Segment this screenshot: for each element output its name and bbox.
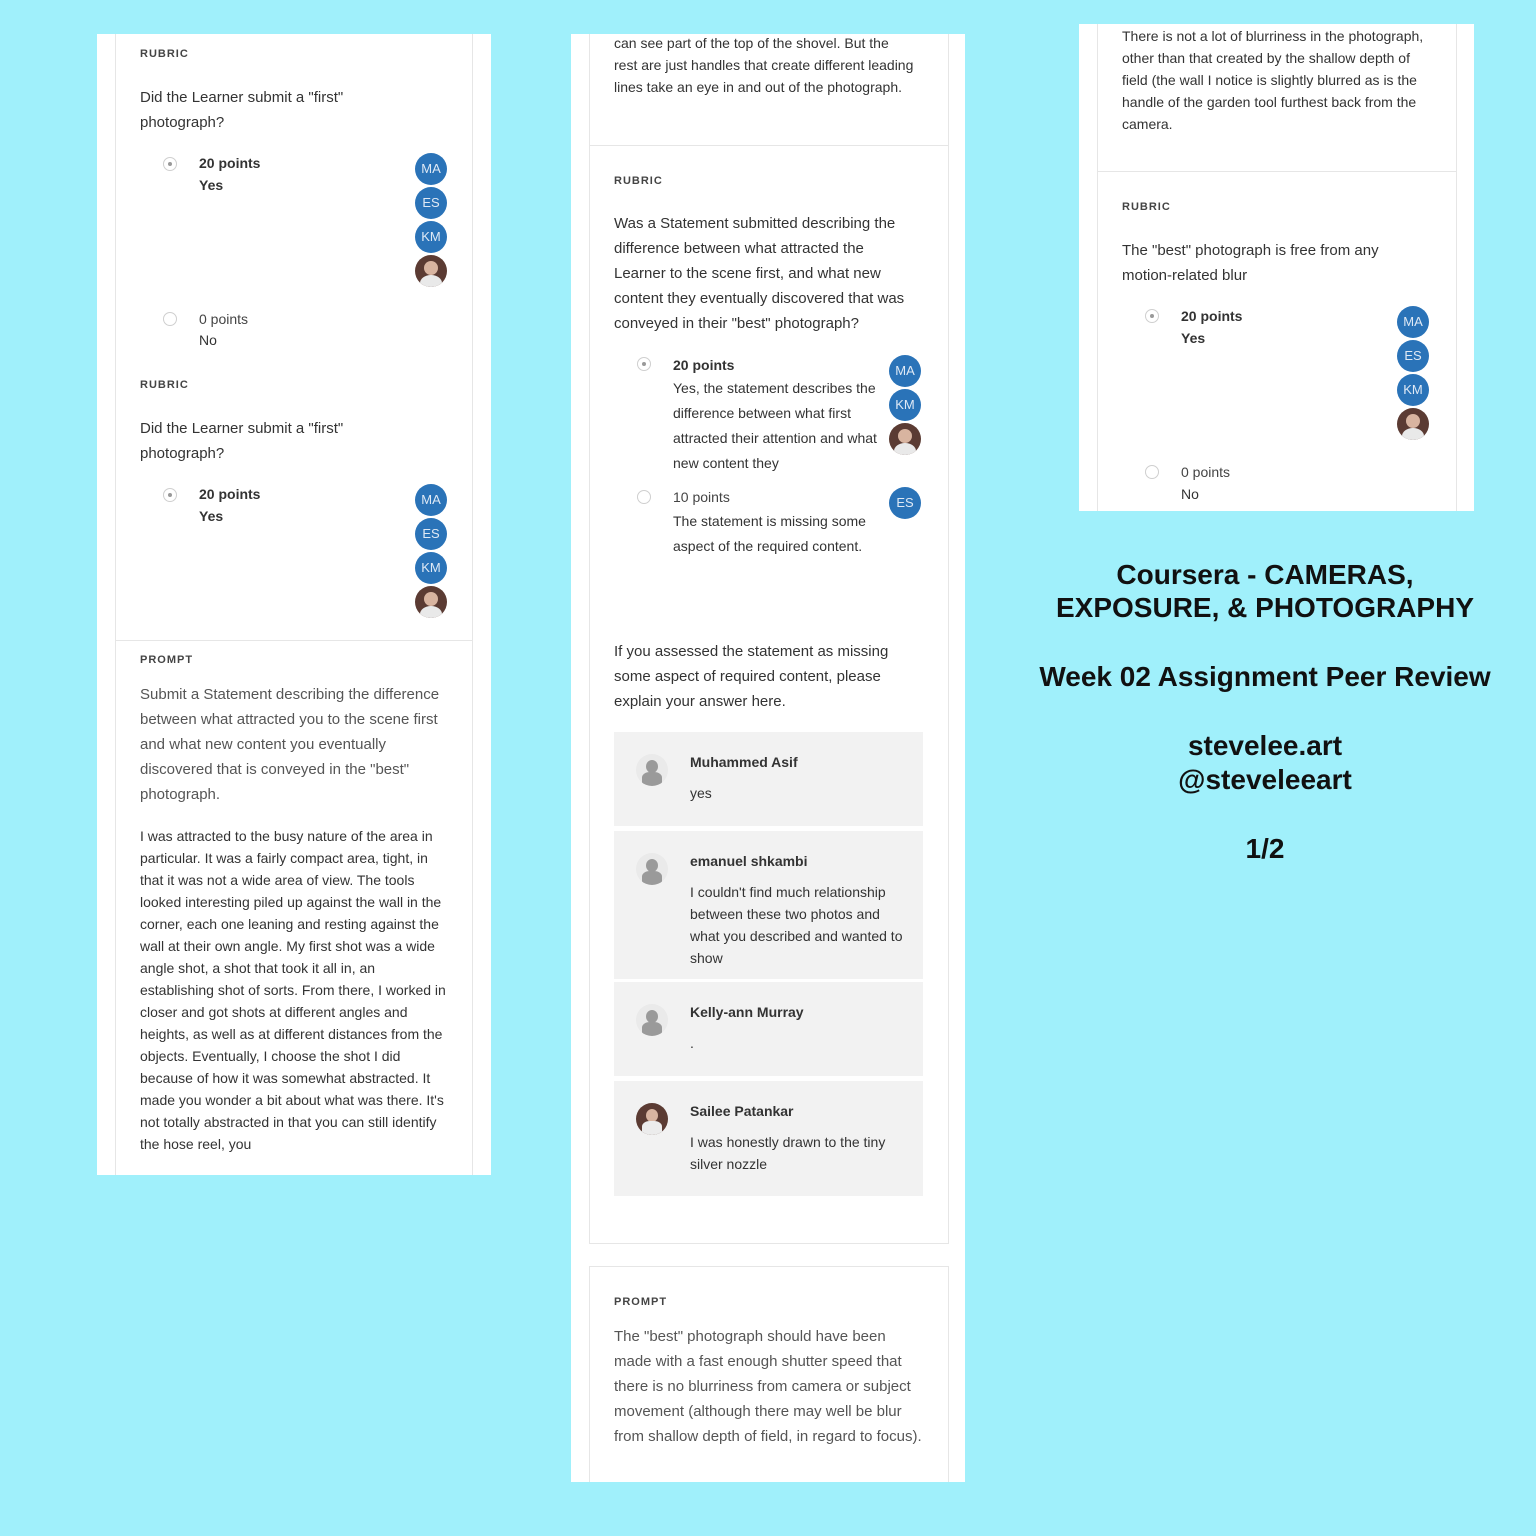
- radio-option-10[interactable]: [637, 490, 651, 504]
- title-line-course: Coursera - CAMERAS,: [1116, 559, 1414, 590]
- learner-answer-text: I was attracted to the busy nature of the area in particular. It was a fairly compact area, tight, in that it was not a wide area of view. The tools looked interesting piled up against the wall in the corner, each one leaning and resting against the wall at their own angle. My first shot was a wide angle shot, a shot that took it all in, an establishing shot of sorts. From there, I worked in closer and got shots at different angles and heights, as well as at different distances from the objects. Eventually, I choose the shot I did because of how it was somewhat abstracted. It made you wonder a bit about what was there. It's not totally abstracted in that you can still identify the hose reel, you: [140, 828, 446, 1152]
- title-line-handle: @steveleeart: [1178, 764, 1352, 795]
- user-photo-icon: [636, 1103, 668, 1135]
- prompt-text: The "best" photograph should have been made with a fast enough shutter speed that there is no blurriness from camera or subject movement (although there may well be blur from shallow depth of field, in regard to focus).: [614, 1328, 922, 1445]
- user-placeholder-icon: [636, 853, 668, 885]
- comment-text: I was honestly drawn to the tiny silver nozzle: [690, 1134, 886, 1172]
- reviewer-avatar-km[interactable]: KM: [889, 389, 921, 421]
- rubric-label: RUBRIC: [140, 48, 189, 60]
- reviewer-avatar-es[interactable]: ES: [415, 187, 447, 219]
- reviewer-avatar-photo[interactable]: [1397, 408, 1429, 440]
- left-screenshot-panel: [97, 34, 491, 1175]
- comment-item: [614, 982, 923, 1076]
- option-points: 20 points: [673, 357, 735, 373]
- option-description: Yes, the statement describes the difference between what first attracted their attention and what new content they: [673, 380, 877, 471]
- reviewer-avatar-photo[interactable]: [889, 423, 921, 455]
- comment-text: .: [690, 1035, 694, 1051]
- prompt-text: Submit a Statement describing the difference between what attracted you to the scene first and what new content you eventually discovered that is conveyed in the "best" photograph.: [140, 686, 440, 803]
- option-description: Yes: [1181, 330, 1206, 346]
- rubric-question: The "best" photograph is free from any motion-related blur: [1122, 242, 1379, 284]
- option-description: The statement is missing some aspect of the required content.: [673, 513, 866, 554]
- option-points: 0 points: [199, 311, 249, 327]
- rubric-question: Was a Statement submitted describing the difference between what attracted the Learner to the scene first, and what new content they eventually discovered that was conveyed in their "best" photograph?: [614, 215, 905, 332]
- reviewer-avatar-es[interactable]: ES: [415, 518, 447, 550]
- user-placeholder-icon: [636, 1004, 668, 1036]
- option-points: 20 points: [1181, 308, 1243, 324]
- radio-option-yes[interactable]: [163, 157, 177, 171]
- rubric-question: Did the Learner submit a "first" photograph?: [140, 420, 344, 462]
- rubric-question: Did the Learner submit a "first" photograph?: [140, 89, 344, 131]
- reviewer-avatar-ma[interactable]: MA: [1397, 306, 1429, 338]
- radio-option-no[interactable]: [163, 312, 177, 326]
- option-description: Yes: [199, 508, 224, 524]
- comment-item: [614, 1081, 923, 1196]
- option-points: 10 points: [673, 489, 730, 505]
- reviewer-avatar-photo[interactable]: [415, 255, 447, 287]
- right-screenshot-panel: [1079, 24, 1474, 511]
- title-line-course-2: EXPOSURE, & PHOTOGRAPHY: [1055, 592, 1474, 623]
- rubric-label: RUBRIC: [614, 175, 663, 187]
- comment-item: [614, 831, 923, 979]
- comment-author[interactable]: Kelly-ann Murray: [690, 1004, 804, 1020]
- middle-screenshot-panel: [571, 34, 965, 1482]
- explain-prompt: If you assessed the statement as missing some aspect of required content, please explain your answer here.: [614, 643, 889, 710]
- rubric-label: RUBRIC: [140, 379, 189, 391]
- comment-author[interactable]: Muhammed Asif: [690, 754, 798, 770]
- reviewer-avatar-ma[interactable]: MA: [889, 355, 921, 387]
- reviewer-avatar-photo[interactable]: [415, 586, 447, 618]
- title-line-website: stevelee.art: [1187, 730, 1343, 761]
- reviewer-avatar-km[interactable]: KM: [415, 221, 447, 253]
- prompt-label: PROMPT: [614, 1296, 668, 1308]
- option-description: No: [199, 332, 217, 348]
- reviewer-avatar-ma[interactable]: MA: [415, 153, 447, 185]
- radio-option-yes[interactable]: [1145, 309, 1159, 323]
- comment-author[interactable]: emanuel shkambi: [690, 853, 808, 869]
- comment-text: yes: [690, 785, 712, 801]
- radio-option-yes[interactable]: [163, 488, 177, 502]
- prompt-label: PROMPT: [140, 654, 194, 666]
- learner-answer-continued: There is not a lot of blurriness in the photograph, other than that created by the shallow depth of field (the wall I notice is slightly blurred as is the handle of the garden tool furthest back from the camera.: [1122, 28, 1424, 132]
- reviewer-avatar-km[interactable]: KM: [415, 552, 447, 584]
- radio-option-20[interactable]: [637, 357, 651, 371]
- reviewer-avatar-es[interactable]: ES: [1397, 340, 1429, 372]
- option-description: Yes: [199, 177, 224, 193]
- rubric-card: [1097, 172, 1457, 511]
- comment-text: I couldn't find much relationship between these two photos and what you described and wanted to show: [690, 884, 903, 966]
- reviewer-avatar-ma[interactable]: MA: [415, 484, 447, 516]
- option-points: 0 points: [1181, 464, 1231, 480]
- comment-item: [614, 732, 923, 826]
- option-points: 20 points: [199, 155, 261, 171]
- title-line-page: 1/2: [1245, 833, 1285, 864]
- option-points: 20 points: [199, 486, 261, 502]
- reviewer-avatar-es[interactable]: ES: [889, 487, 921, 519]
- learner-answer-continued: can see part of the top of the shovel. But the rest are just handles that create different leading lines take an eye in and out of the photograph.: [614, 35, 914, 95]
- user-placeholder-icon: [636, 754, 668, 786]
- rubric-label: RUBRIC: [1122, 201, 1171, 213]
- comment-author[interactable]: Sailee Patankar: [690, 1103, 794, 1119]
- radio-option-no[interactable]: [1145, 465, 1159, 479]
- reviewer-avatar-km[interactable]: KM: [1397, 374, 1429, 406]
- option-description: No: [1181, 486, 1199, 502]
- title-line-assignment: Week 02 Assignment Peer Review: [1039, 661, 1491, 692]
